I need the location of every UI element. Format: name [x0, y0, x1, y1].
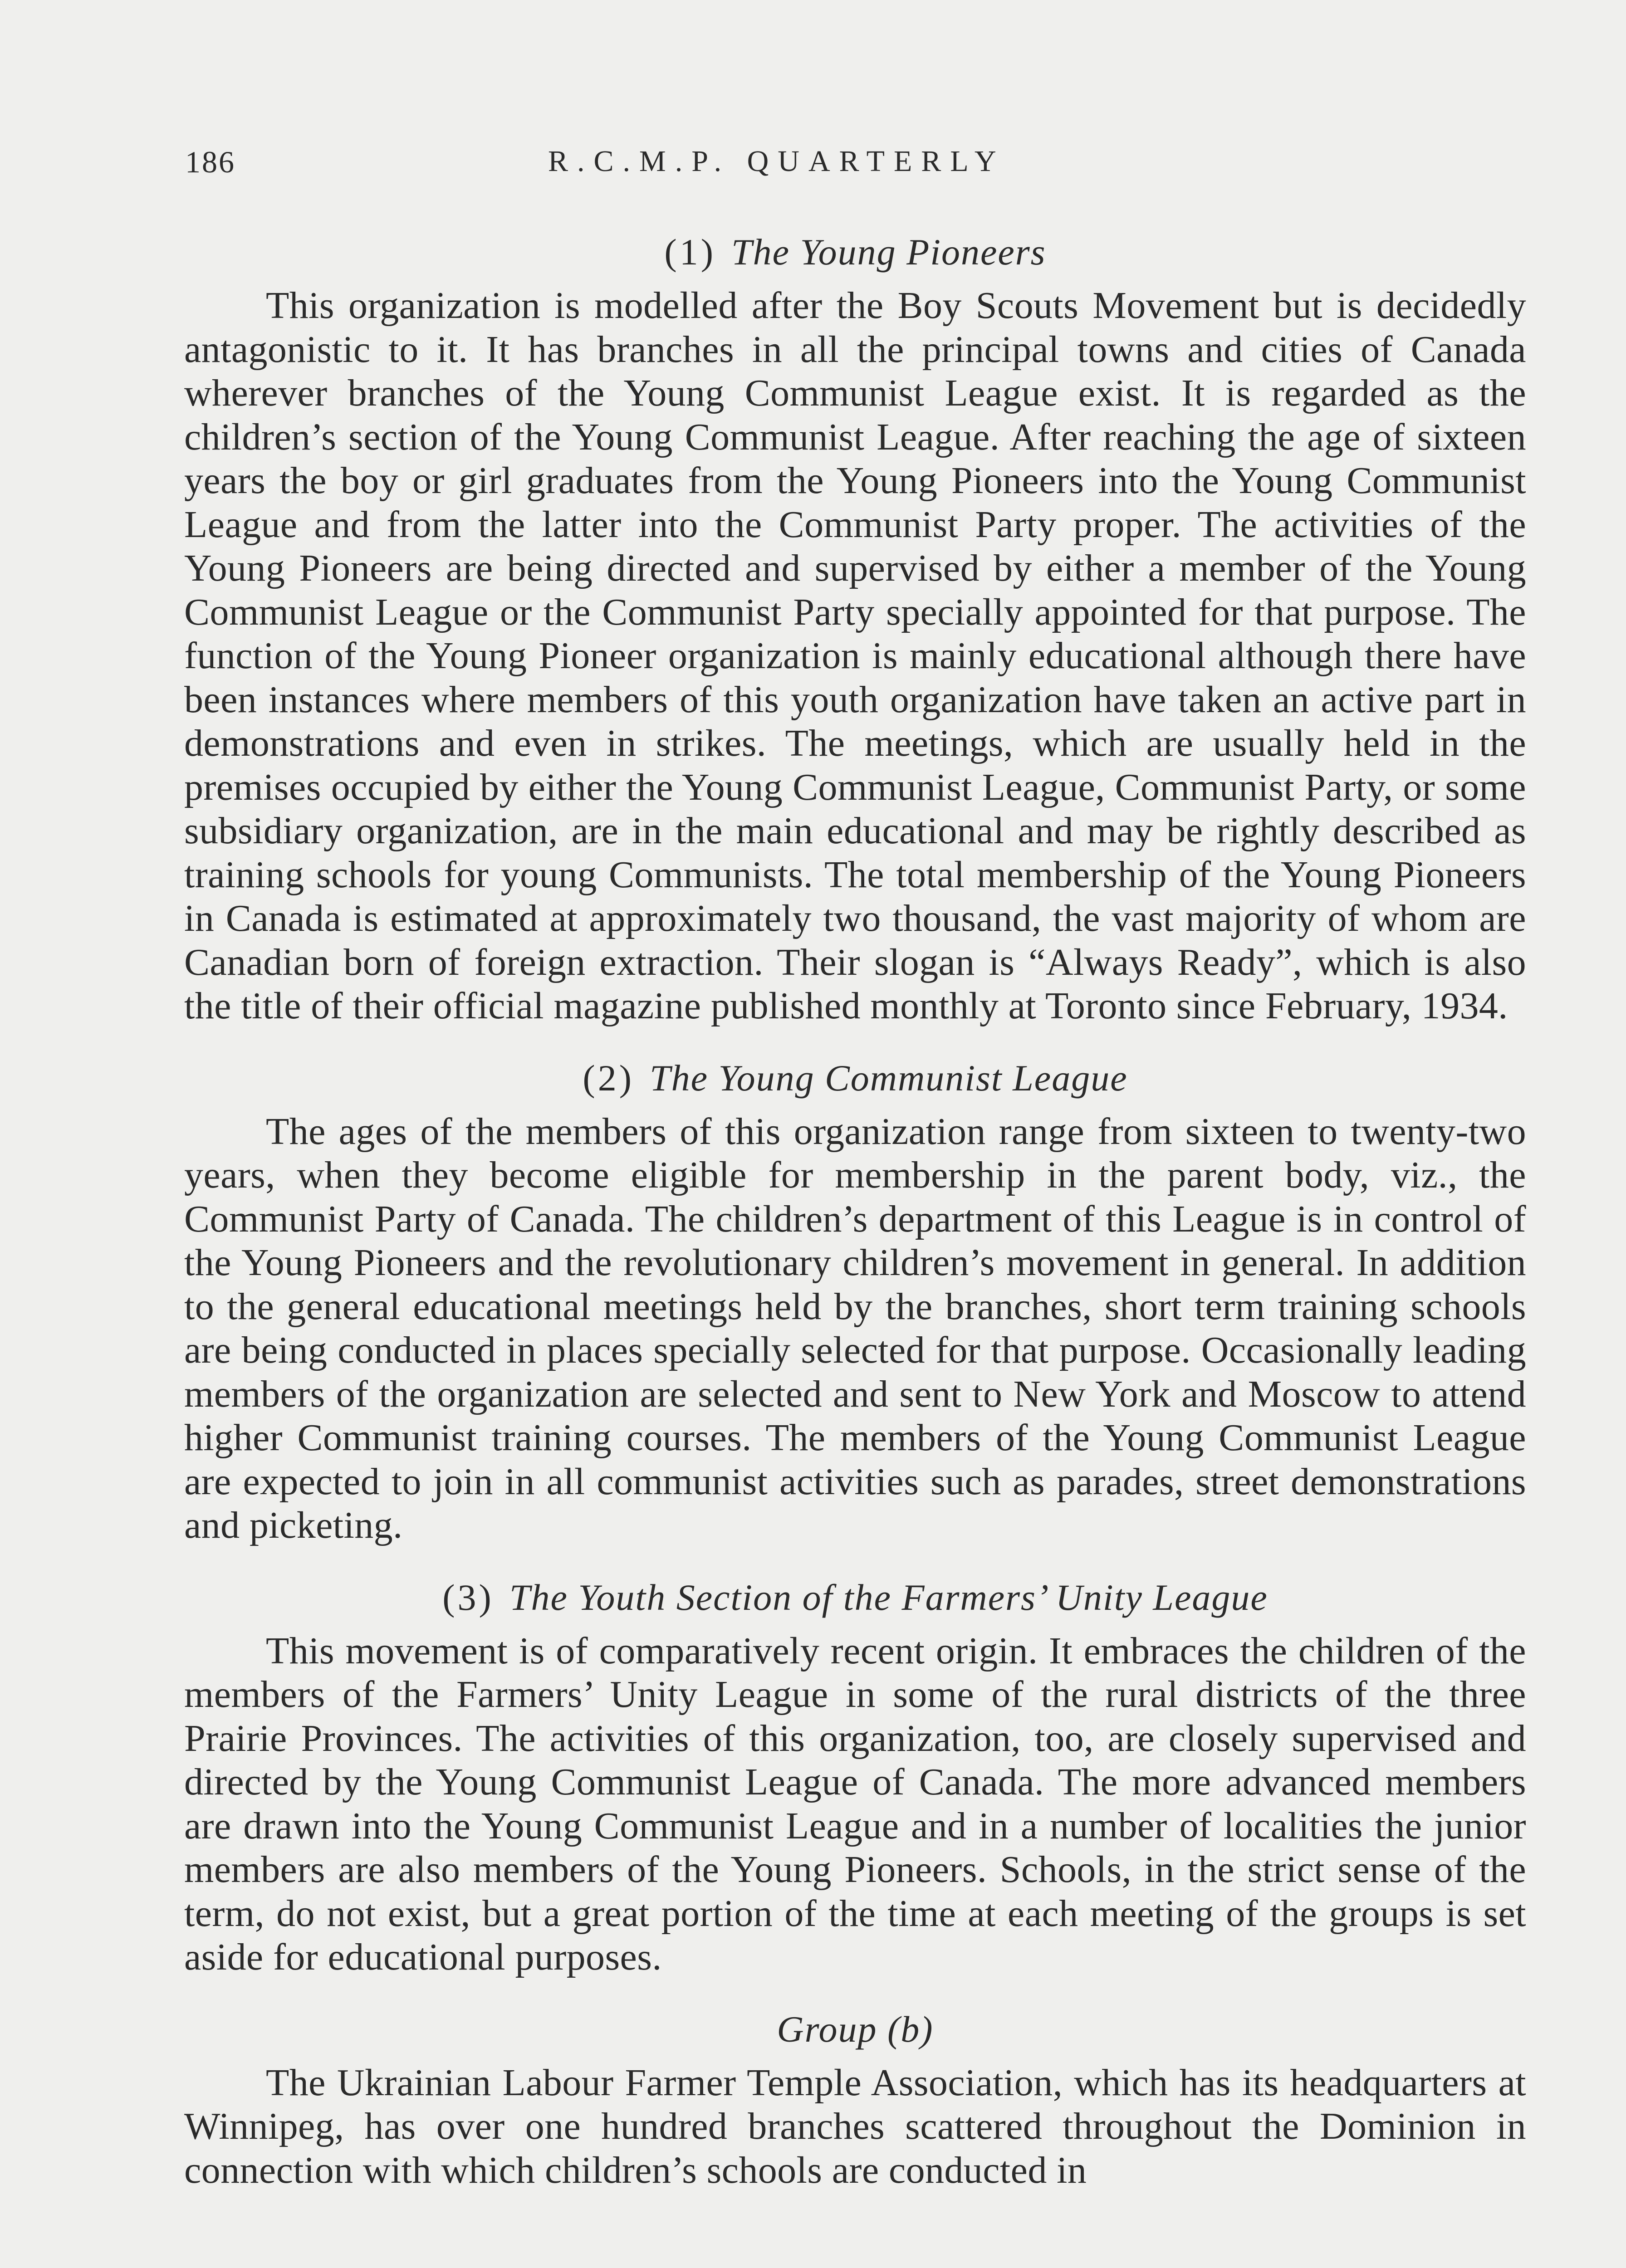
paragraph: The Ukrainian Labour Farmer Temple Association, which has its headquarters at Winnipeg, has over one hundred branches scattered throughout the Dominion in connection with which children’s schools are conducted in	[184, 2061, 1526, 2191]
section-young-communist-league	[184, 1053, 1526, 1548]
section-heading	[184, 227, 1526, 278]
section-title: The Young Communist League	[650, 1057, 1128, 1099]
section-title: Group (b)	[777, 2008, 934, 2050]
paragraph: This organization is modelled after the Boy Scouts Movement but is decidedly antagonistic to it. It has branches in all the principal towns and cities of Canada wherever branches of the Young Communist League exist. It is regarded as the children’s section of the Young Communist League. After reaching the age of sixteen years the boy or girl graduates from the Young Pioneers into the Young Communist League and from the latter into the Communist Party proper. The activities of the Young Pioneers are being directed and supervised by either a member of the Young Communist League or the Communist Party specially appointed for that purpose. The function of the Young Pioneer organization is mainly educational although there have been instances where members of this youth organization have taken an active part in demonstrations and even in strikes. The meetings, which are usually held in the premises occupied by either the Young Communist League, Communist Party, or some subsidiary organization, are in the main educational and may be rightly described as training schools for young Communists. The total membership of the Young Pioneers in Canada is estimated at approximately two thousand, the vast majority of whom are Canadian born of foreign extraction. Their slogan is “Always Ready”, which is also the title of their official magazine published monthly at Toronto since February, 1934.	[184, 284, 1526, 1027]
body-text	[184, 227, 1526, 2217]
section-number: (1)	[664, 231, 716, 273]
section-young-pioneers	[184, 227, 1526, 1028]
paragraph: This movement is of comparatively recent origin. It embraces the children of the members of the Farmers’ Unity League in some of the rural districts of the three Prairie Provinces. The activities of this organization, too, are closely supervised and directed by the Young Communist League of Canada. The more advanced members are drawn into the Young Communist League and in a number of localities the junior members are also members of the Young Pioneers. Schools, in the strict sense of the term, do not exist, but a great portion of the time at each meeting of the groups is set aside for educational purposes.	[184, 1629, 1526, 1978]
section-title: The Young Pioneers	[731, 231, 1046, 273]
journal-title: R.C.M.P. QUARTERLY	[548, 145, 1005, 178]
section-group-b	[184, 2004, 1526, 2193]
section-youth-farmers-unity-league	[184, 1572, 1526, 1980]
section-heading	[184, 1053, 1526, 1104]
running-header	[0, 144, 1626, 194]
section-heading	[184, 2004, 1526, 2055]
section-heading	[184, 1572, 1526, 1623]
paragraph: The ages of the members of this organization range from sixteen to twenty-two years, when they become eligible for membership in the parent body, viz., the Communist Party of Canada. The children’s department of this League is in control of the Young Pioneers and the revolutionary children’s movement in general. In addition to the general educational meetings held by the branches, short term training schools are being conducted in places specially selected for that purpose. Occasionally leading members of the organization are selected and sent to New York and Moscow to attend higher Communist training courses. The members of the Young Communist League are expected to join in all communist activities such as parades, street demonstrations and picketing.	[184, 1110, 1526, 1546]
section-number: (3)	[442, 1576, 494, 1618]
section-number: (2)	[583, 1057, 635, 1099]
section-title: The Youth Section of the Farmers’ Unity League	[509, 1576, 1268, 1618]
page-number: 186	[185, 145, 235, 179]
